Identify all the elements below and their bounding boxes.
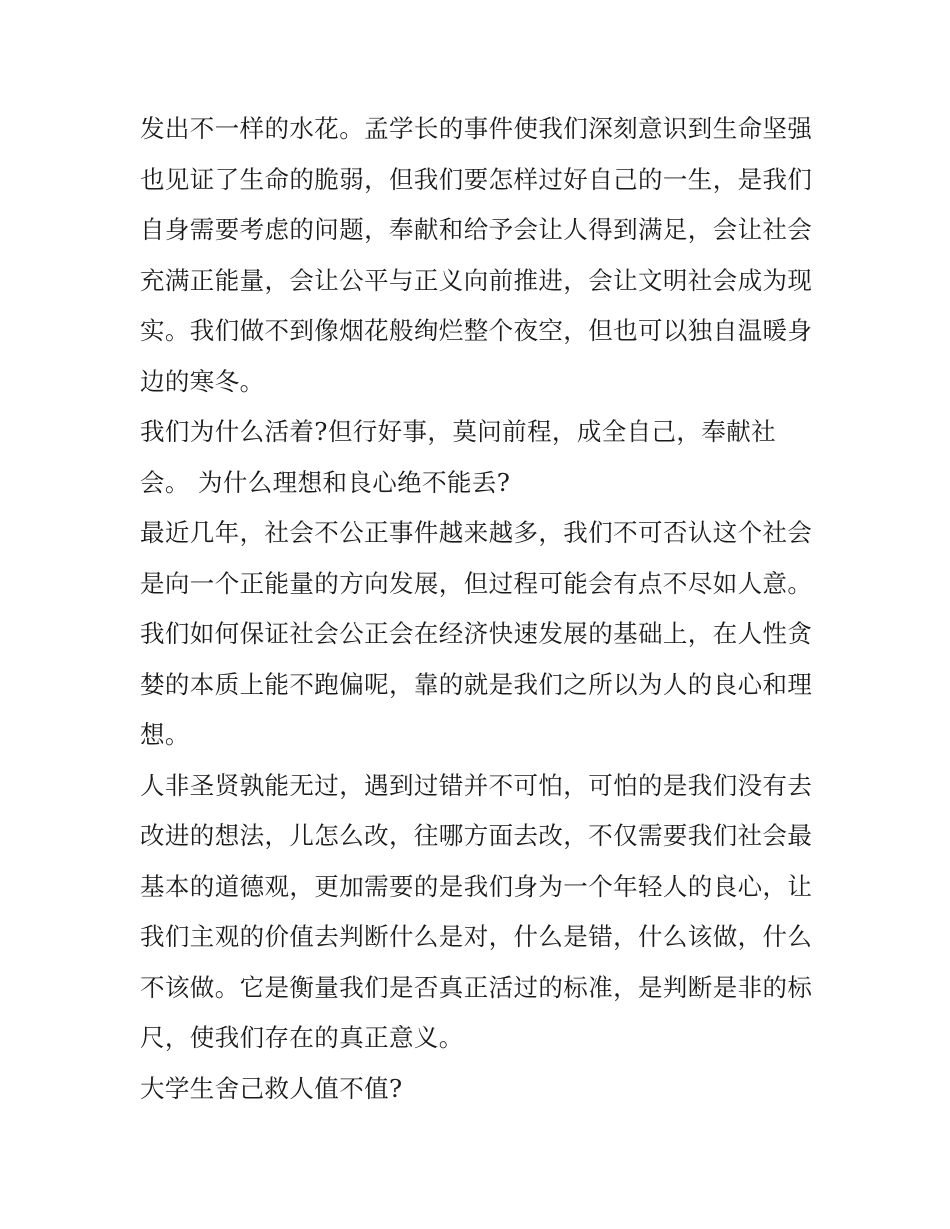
text-line: 不该做。它是衡量我们是否真正活过的标准，是判断是非的标: [140, 972, 813, 1002]
text-line: 是向一个正能量的方向发展，但过程可能会有点不尽如人意。: [140, 568, 813, 598]
text-line: 想。: [140, 720, 190, 749]
text-line: 婪的本质上能不跑偏呢，靠的就是我们之所以为人的良心和理: [140, 669, 813, 699]
text-line: 也见证了生命的脆弱，但我们要怎样过好自己的一生，是我们: [140, 164, 813, 194]
text-line: 实。我们做不到像烟花般绚烂整个夜空，但也可以独自温暖身: [140, 316, 813, 345]
text-line: 尺，使我们存在的真正意义。: [140, 1023, 464, 1052]
document-page: [140, 104, 820, 1114]
text-line: 改进的想法，儿怎么改，往哪方面去改，不仅需要我们社会最: [140, 821, 813, 850]
text-line: 大学生舍己救人值不值?: [140, 1073, 403, 1103]
text-line: 我们为什么活着?但行好事，莫问前程，成全自己，奉献社: [140, 417, 777, 446]
text-line: 边的寒冬。: [140, 366, 265, 396]
text-line: 会。 为什么理想和良心绝不能丢?: [140, 467, 511, 497]
text-line: 人非圣贤孰能无过，遇到过错并不可怕，可怕的是我们没有去: [140, 770, 813, 800]
text-line: 自身需要考虑的问题，奉献和给予会让人得到满足，会让社会: [140, 215, 813, 244]
text-line: 发出不一样的水花。孟学长的事件使我们深刻意识到生命坚强: [140, 114, 813, 143]
text-line: 我们如何保证社会公正会在经济快速发展的基础上，在人性贪: [140, 619, 813, 648]
text-line: 基本的道德观，更加需要的是我们身为一个年轻人的良心，让: [140, 871, 813, 901]
text-line: 充满正能量，会让公平与正义向前推进，会让文明社会成为现: [140, 265, 813, 295]
text-line: 我们主观的价值去判断什么是对，什么是错，什么该做，什么: [140, 922, 813, 951]
text-line: 最近几年，社会不公正事件越来越多，我们不可否认这个社会: [140, 518, 813, 547]
